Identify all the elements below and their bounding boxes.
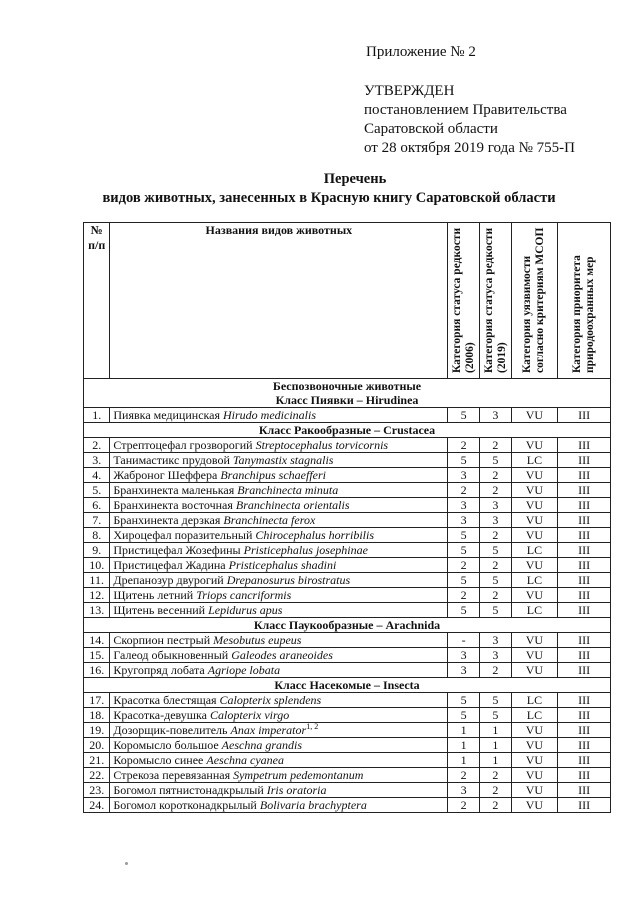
species-name: [110, 693, 448, 708]
priority-category-cell: III: [558, 468, 611, 483]
priority-category-cell: III: [558, 783, 611, 798]
iucn-category-cell: VU: [511, 633, 557, 648]
species-table: [83, 222, 611, 813]
section-title-line: Класс Насекомые – Insecta: [274, 678, 420, 692]
status-2019-cell: 2: [480, 783, 512, 798]
title-line-1: Перечень: [323, 171, 387, 187]
species-name-latin: Aeschna grandis: [221, 738, 302, 752]
status-2019-cell: 5: [480, 453, 512, 468]
species-name: [110, 408, 448, 423]
species-name: [110, 753, 448, 768]
iucn-category-cell: VU: [511, 438, 557, 453]
status-2019-cell: 1: [480, 738, 512, 753]
status-2006-cell: 2: [448, 483, 480, 498]
species-name-russian: Скорпион пестрый: [113, 633, 211, 647]
species-name: [110, 663, 448, 678]
species-name-russian: Богомол коротконадкрылый: [113, 798, 257, 812]
iucn-category-cell: LC: [511, 453, 557, 468]
status-2019-cell: 5: [480, 693, 512, 708]
species-name-russian: Бранхинекта маленькая: [113, 483, 235, 497]
priority-category-cell: III: [558, 693, 611, 708]
species-name-latin: Iris oratoria: [266, 783, 327, 797]
row-number: 8.: [84, 528, 110, 543]
species-name-latin: Tanymastix stagnalis: [232, 453, 334, 467]
species-name-russian: Стрекоза перевязанная: [113, 768, 231, 782]
status-2019-cell: 5: [480, 708, 512, 723]
status-2006-cell: -: [448, 633, 480, 648]
iucn-category-cell: VU: [511, 753, 557, 768]
section-title-line: Класс Ракообразные – Crustacea: [258, 423, 436, 437]
species-name-latin: Branchinecta ferox: [223, 513, 316, 527]
table-row: [84, 558, 611, 573]
priority-category-cell: III: [558, 573, 611, 588]
species-name-latin: Pristicephalus shadini: [228, 558, 337, 572]
approval-line: Саратовской области: [364, 121, 498, 137]
priority-category-cell: III: [558, 498, 611, 513]
table-row: [84, 798, 611, 813]
table-header-row: [84, 223, 611, 379]
table-row: [84, 723, 611, 738]
row-number: 15.: [84, 648, 110, 663]
section-title-line: Беспозвоночные животные: [272, 379, 422, 393]
iucn-category-cell: LC: [511, 708, 557, 723]
table-body: [84, 379, 611, 813]
species-name-russian: Пристицефал Жадина: [113, 558, 226, 572]
row-number: 5.: [84, 483, 110, 498]
iucn-category-cell: VU: [511, 738, 557, 753]
species-name-latin: Chirocephalus horribilis: [255, 528, 374, 542]
status-2019-cell: 2: [480, 663, 512, 678]
section-title: [84, 379, 611, 408]
species-name-latin: Hirudo medicinalis: [223, 408, 317, 422]
species-name: [110, 513, 448, 528]
iucn-category-cell: VU: [511, 408, 557, 423]
species-name-russian: Пиявка медицинская: [113, 408, 221, 422]
status-2019-cell: 2: [480, 768, 512, 783]
table-row: [84, 663, 611, 678]
table-row: [84, 633, 611, 648]
iucn-category-cell: VU: [511, 558, 557, 573]
table-row: [84, 768, 611, 783]
status-2019-cell: 3: [480, 513, 512, 528]
iucn-category-cell: VU: [511, 498, 557, 513]
row-number: 3.: [84, 453, 110, 468]
row-number: 4.: [84, 468, 110, 483]
species-name-latin: Drepanosurus birostratus: [226, 573, 351, 587]
row-number: 16.: [84, 663, 110, 678]
row-number: 24.: [84, 798, 110, 813]
status-2006-cell: 5: [448, 408, 480, 423]
table-row: [84, 528, 611, 543]
iucn-category-cell: LC: [511, 693, 557, 708]
table-row: [84, 738, 611, 753]
species-name-russian: Стрептоцефал грозворогий: [113, 438, 253, 452]
species-name-russian: Кругопряд лобата: [113, 663, 205, 677]
species-name: [110, 768, 448, 783]
row-number: 12.: [84, 588, 110, 603]
status-2006-cell: 3: [448, 498, 480, 513]
species-name-latin: Anax imperator: [230, 723, 307, 737]
iucn-category-cell: VU: [511, 588, 557, 603]
row-number: 10.: [84, 558, 110, 573]
row-number: 19.: [84, 723, 110, 738]
status-2019-cell: 5: [480, 543, 512, 558]
status-2019-cell: 3: [480, 648, 512, 663]
species-name-russian: Бранхинекта дерзкая: [113, 513, 221, 527]
species-name: [110, 783, 448, 798]
row-number: 17.: [84, 693, 110, 708]
priority-category-cell: III: [558, 603, 611, 618]
status-2006-cell: 5: [448, 528, 480, 543]
species-name-latin: Mesobutus eupeus: [213, 633, 302, 647]
species-name: [110, 648, 448, 663]
scan-speck: [125, 862, 128, 865]
species-name: [110, 633, 448, 648]
status-2006-cell: 5: [448, 708, 480, 723]
column-header-status-2019: Категория статуса редкости (2019): [480, 223, 512, 379]
column-header-number: № п/п: [84, 223, 110, 379]
species-name-latin: Streptocephalus torvicornis: [255, 438, 389, 452]
row-number: 9.: [84, 543, 110, 558]
appendix-label: Приложение № 2: [366, 44, 476, 60]
species-name: [110, 468, 448, 483]
column-header-name: Названия видов животных: [110, 223, 448, 379]
iucn-category-cell: VU: [511, 483, 557, 498]
row-number: 13.: [84, 603, 110, 618]
approval-line: УТВЕРЖДЕН: [364, 83, 455, 99]
status-2019-cell: 3: [480, 408, 512, 423]
status-2019-cell: 3: [480, 633, 512, 648]
iucn-category-cell: VU: [511, 513, 557, 528]
species-name-russian: Дрепанозур двурогий: [113, 573, 224, 587]
row-number: 2.: [84, 438, 110, 453]
table-row: [84, 483, 611, 498]
approval-line: постановлением Правительства: [364, 102, 567, 118]
table-row: [84, 603, 611, 618]
table-row: [84, 708, 611, 723]
priority-category-cell: III: [558, 633, 611, 648]
status-2006-cell: 3: [448, 513, 480, 528]
status-2006-cell: 1: [448, 753, 480, 768]
species-name-russian: Коромысло большое: [113, 738, 219, 752]
iucn-category-cell: LC: [511, 603, 557, 618]
species-name: [110, 708, 448, 723]
species-name-russian: Жаброног Шеффера: [113, 468, 218, 482]
priority-category-cell: III: [558, 648, 611, 663]
table-row: [84, 588, 611, 603]
species-name-russian: Танимастикс прудовой: [113, 453, 230, 467]
species-name-russian: Галеод обыкновенный: [113, 648, 229, 662]
priority-category-cell: III: [558, 663, 611, 678]
priority-category-cell: III: [558, 768, 611, 783]
section-header-row: [84, 423, 611, 438]
priority-category-cell: III: [558, 408, 611, 423]
column-header-iucn: Категория уязвимости согласно критериям МСОП: [511, 223, 557, 379]
priority-category-cell: III: [558, 708, 611, 723]
iucn-category-cell: VU: [511, 663, 557, 678]
document-title: [0, 170, 640, 208]
species-name-russian: Красотка-девушка: [113, 708, 208, 722]
species-name-russian: Богомол пятнистонадкрылый: [113, 783, 264, 797]
column-header-priority: Категория приоритета природоохранных мер: [558, 223, 611, 379]
status-2006-cell: 3: [448, 783, 480, 798]
table-row: [84, 468, 611, 483]
priority-category-cell: III: [558, 723, 611, 738]
species-name: [110, 798, 448, 813]
status-2019-cell: 5: [480, 603, 512, 618]
table-row: [84, 648, 611, 663]
species-name-latin: Lepidurus apus: [208, 603, 283, 617]
species-name-latin: Calopterix splendens: [219, 693, 322, 707]
title-line-2: видов животных, занесенных в Красную книгу Саратовской области: [102, 190, 556, 206]
status-2006-cell: 5: [448, 453, 480, 468]
priority-category-cell: III: [558, 453, 611, 468]
status-2019-cell: 2: [480, 558, 512, 573]
approval-block: [364, 82, 575, 158]
status-2006-cell: 2: [448, 798, 480, 813]
species-name-latin: Calopterix virgo: [210, 708, 290, 722]
status-2019-cell: 1: [480, 753, 512, 768]
status-2006-cell: 5: [448, 573, 480, 588]
table-row: [84, 783, 611, 798]
species-name-latin: Pristicephalus josephinae: [243, 543, 368, 557]
approval-line: от 28 октября 2019 года № 755-П: [364, 140, 576, 156]
species-name: [110, 558, 448, 573]
footnote-marker: 1, 2: [306, 722, 319, 731]
species-name-russian: Щитень летний: [113, 588, 194, 602]
status-2019-cell: 2: [480, 528, 512, 543]
status-2006-cell: 2: [448, 588, 480, 603]
iucn-category-cell: VU: [511, 468, 557, 483]
status-2019-cell: 2: [480, 438, 512, 453]
species-name-latin: Aeschna cyanea: [206, 753, 285, 767]
species-name-russian: Красотка блестящая: [113, 693, 217, 707]
status-2019-cell: 3: [480, 498, 512, 513]
species-name-russian: Щитень весенний: [113, 603, 206, 617]
status-2006-cell: 2: [448, 558, 480, 573]
table-row: [84, 498, 611, 513]
section-header-row: [84, 379, 611, 408]
iucn-category-cell: VU: [511, 528, 557, 543]
row-number: 18.: [84, 708, 110, 723]
row-number: 21.: [84, 753, 110, 768]
row-number: 7.: [84, 513, 110, 528]
table-row: [84, 693, 611, 708]
species-name: [110, 588, 448, 603]
species-name: [110, 483, 448, 498]
status-2006-cell: 2: [448, 438, 480, 453]
section-title: [84, 618, 611, 633]
priority-category-cell: III: [558, 483, 611, 498]
row-number: 11.: [84, 573, 110, 588]
priority-category-cell: III: [558, 588, 611, 603]
species-name-latin: Agriope lobata: [207, 663, 281, 677]
priority-category-cell: III: [558, 528, 611, 543]
iucn-category-cell: LC: [511, 543, 557, 558]
section-header-row: [84, 678, 611, 693]
status-2006-cell: 3: [448, 468, 480, 483]
status-2019-cell: 2: [480, 588, 512, 603]
row-number: 1.: [84, 408, 110, 423]
status-2006-cell: 3: [448, 663, 480, 678]
species-name: [110, 438, 448, 453]
table-row: [84, 408, 611, 423]
species-name-russian: Пристицефал Жозефины: [113, 543, 241, 557]
species-name: [110, 723, 448, 738]
species-name-russian: Коромысло синее: [113, 753, 204, 767]
priority-category-cell: III: [558, 438, 611, 453]
row-number: 6.: [84, 498, 110, 513]
iucn-category-cell: VU: [511, 768, 557, 783]
status-2019-cell: 2: [480, 468, 512, 483]
species-name-latin: Branchipus schaefferi: [220, 468, 326, 482]
table-row: [84, 453, 611, 468]
iucn-category-cell: VU: [511, 648, 557, 663]
priority-category-cell: III: [558, 513, 611, 528]
status-2019-cell: 2: [480, 483, 512, 498]
species-name: [110, 738, 448, 753]
species-name-latin: Bolivaria brachyptera: [259, 798, 367, 812]
iucn-category-cell: VU: [511, 798, 557, 813]
species-name: [110, 543, 448, 558]
iucn-category-cell: LC: [511, 573, 557, 588]
species-name: [110, 603, 448, 618]
status-2019-cell: 5: [480, 573, 512, 588]
column-header-status-2006: Категория статуса редкости (2006): [448, 223, 480, 379]
status-2006-cell: 5: [448, 603, 480, 618]
row-number: 22.: [84, 768, 110, 783]
status-2019-cell: 1: [480, 723, 512, 738]
status-2006-cell: 2: [448, 768, 480, 783]
species-name: [110, 528, 448, 543]
status-2006-cell: 3: [448, 648, 480, 663]
species-name: [110, 498, 448, 513]
priority-category-cell: III: [558, 543, 611, 558]
section-title: [84, 423, 611, 438]
status-2019-cell: 2: [480, 798, 512, 813]
species-name-latin: Sympetrum pedemontanum: [233, 768, 364, 782]
species-name-russian: Дозорщик-повелитель: [113, 723, 228, 737]
table-row: [84, 543, 611, 558]
status-2006-cell: 5: [448, 693, 480, 708]
species-name-latin: Branchinecta minuta: [237, 483, 339, 497]
section-title: [84, 678, 611, 693]
species-name-latin: Branchinecta orientalis: [235, 498, 350, 512]
priority-category-cell: III: [558, 558, 611, 573]
species-name: [110, 573, 448, 588]
iucn-category-cell: VU: [511, 783, 557, 798]
iucn-category-cell: VU: [511, 723, 557, 738]
table-row: [84, 753, 611, 768]
species-name-russian: Хироцефал поразительный: [113, 528, 253, 542]
row-number: 14.: [84, 633, 110, 648]
status-2006-cell: 1: [448, 723, 480, 738]
priority-category-cell: III: [558, 753, 611, 768]
section-header-row: [84, 618, 611, 633]
status-2006-cell: 5: [448, 543, 480, 558]
table-row: [84, 573, 611, 588]
row-number: 23.: [84, 783, 110, 798]
status-2006-cell: 1: [448, 738, 480, 753]
species-name-russian: Бранхинекта восточная: [113, 498, 233, 512]
section-title-line: Класс Паукообразные – Arachnida: [253, 618, 441, 632]
priority-category-cell: III: [558, 798, 611, 813]
priority-category-cell: III: [558, 738, 611, 753]
species-name-latin: Triops cancriformis: [196, 588, 292, 602]
section-title-line: Класс Пиявки – Hirudinea: [275, 393, 419, 407]
species-name: [110, 453, 448, 468]
table-row: [84, 438, 611, 453]
row-number: 20.: [84, 738, 110, 753]
table-row: [84, 513, 611, 528]
species-name-latin: Galeodes araneoides: [231, 648, 333, 662]
